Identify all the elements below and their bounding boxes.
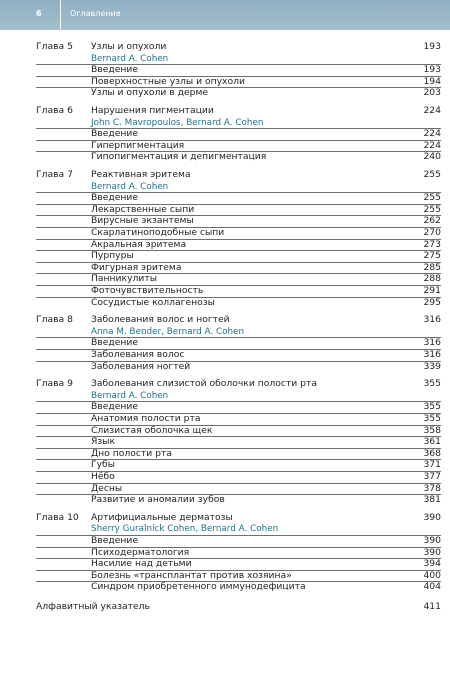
section-title: Гиперпигментация xyxy=(91,139,185,151)
chapter-author: John C. Mavropoulos, Bernard A. Cohen xyxy=(91,117,264,128)
chapter-label: Глава 9 xyxy=(36,378,73,390)
section-title: Панникулиты xyxy=(91,273,157,285)
section-page: 224 xyxy=(423,128,441,140)
section-title: Лекарственные сыпи xyxy=(91,203,195,215)
chapter-page: 224 xyxy=(423,105,441,116)
section-title: Введение xyxy=(91,64,139,76)
section-page: 295 xyxy=(423,296,441,308)
section-title: Развитие и аномалии зубов xyxy=(91,494,225,506)
section-page: 378 xyxy=(423,482,441,494)
section-title: Психодерматология xyxy=(91,546,190,558)
chapter-author: Bernard A. Cohen xyxy=(91,181,169,192)
page-number: 6 xyxy=(36,9,42,18)
section-title: Фоточувствительность xyxy=(91,285,204,296)
chapter-page: 390 xyxy=(423,511,441,523)
section-page: 240 xyxy=(423,151,441,163)
section-page: 390 xyxy=(423,535,441,546)
section-title: Губы xyxy=(91,459,115,471)
section-title: Фигурная эритема xyxy=(91,261,182,273)
section-page: 194 xyxy=(423,75,441,87)
section-page: 368 xyxy=(423,447,441,459)
section-title: Нёбо xyxy=(91,471,115,482)
section-page: 316 xyxy=(423,349,441,360)
chapter-label: Глава 7 xyxy=(36,169,73,180)
section-title: Язык xyxy=(91,436,116,448)
section-page: 203 xyxy=(423,87,441,99)
section-title: Дно полости рта xyxy=(91,447,172,459)
section-page: 390 xyxy=(423,546,441,558)
chapter-author: Bernard A. Cohen xyxy=(91,53,169,64)
section-page: 339 xyxy=(423,360,441,372)
section-page: 355 xyxy=(423,413,441,424)
section-page: 377 xyxy=(423,471,441,482)
chapter-page: 255 xyxy=(423,169,441,180)
section-title: Узлы и опухоли в дерме xyxy=(91,87,209,99)
chapter-author: Bernard A. Cohen xyxy=(91,390,169,401)
chapter-label: Глава 6 xyxy=(36,105,73,116)
section-title: Насилие над детьми xyxy=(91,558,192,570)
section-title: Введение xyxy=(91,128,139,140)
section-title: Сосудистые коллагенозы xyxy=(91,296,215,308)
section-page: 255 xyxy=(423,203,441,215)
chapter-author: Sherry Guralnick Cohen, Bernard A. Cohen xyxy=(91,524,279,535)
section-page: 291 xyxy=(423,285,441,296)
chapter-page: 316 xyxy=(423,314,441,326)
section-title: Заболевания ногтей xyxy=(91,360,191,372)
section-page: 288 xyxy=(423,273,441,285)
section-page: 270 xyxy=(423,227,441,238)
section-title: Введение xyxy=(91,337,139,349)
section-page: 224 xyxy=(423,139,441,151)
chapter-page: 193 xyxy=(423,41,441,52)
section-title: Вирусные экзантемы xyxy=(91,215,194,227)
index-entry-title: Алфавитный указатель xyxy=(36,601,150,612)
section-page: 255 xyxy=(423,192,441,204)
chapter-label: Глава 8 xyxy=(36,314,73,326)
section-title: Поверхностные узлы и опухоли xyxy=(91,75,245,87)
section-title: Пурпуры xyxy=(91,250,134,262)
chapter-title: Заболевания волос и ногтей xyxy=(91,314,230,326)
section-page: 355 xyxy=(423,401,441,413)
chapter-label: Глава 10 xyxy=(36,511,79,523)
chapter-title: Нарушения пигментации xyxy=(91,105,214,116)
index-entry-page: 411 xyxy=(423,601,441,612)
section-page: 404 xyxy=(423,581,441,593)
section-title: Слизистая оболочка щек xyxy=(91,424,213,436)
chapter-title: Артифициальные дерматозы xyxy=(91,511,233,523)
chapter-page: 355 xyxy=(423,378,441,390)
section-page: 273 xyxy=(423,238,441,250)
chapter-label: Глава 5 xyxy=(36,41,73,52)
section-page: 275 xyxy=(423,250,441,262)
section-title: Болезнь «трансплантат против хозяина» xyxy=(91,569,292,581)
section-page: 358 xyxy=(423,424,441,436)
section-page: 394 xyxy=(423,558,441,570)
section-page: 316 xyxy=(423,337,441,349)
section-title: Десны xyxy=(91,482,123,494)
section-title: Введение xyxy=(91,192,139,204)
running-header-title: Оглавление xyxy=(70,9,121,18)
section-title: Заболевания волос xyxy=(91,349,185,360)
section-page: 361 xyxy=(423,436,441,448)
section-title: Синдром приобретенного иммунодефицита xyxy=(91,581,306,593)
section-page: 371 xyxy=(423,459,441,471)
section-page: 193 xyxy=(423,64,441,76)
section-page: 381 xyxy=(423,494,441,506)
section-title: Введение xyxy=(91,535,139,546)
chapter-title: Узлы и опухоли xyxy=(91,41,167,52)
section-page: 262 xyxy=(423,215,441,227)
section-title: Гипопигментация и депигментация xyxy=(91,151,267,163)
chapter-author: Anna M. Bender, Bernard A. Cohen xyxy=(91,326,245,337)
section-title: Введение xyxy=(91,401,139,413)
chapter-title: Реактивная эритема xyxy=(91,169,191,180)
section-page: 285 xyxy=(423,261,441,273)
chapter-title: Заболевания слизистой оболочки полости рта xyxy=(91,378,317,390)
section-title: Скарлатиноподобные сыпи xyxy=(91,227,225,238)
section-title: Анатомия полости рта xyxy=(91,413,201,424)
section-title: Акральная эритема xyxy=(91,238,187,250)
section-page: 400 xyxy=(423,569,441,581)
